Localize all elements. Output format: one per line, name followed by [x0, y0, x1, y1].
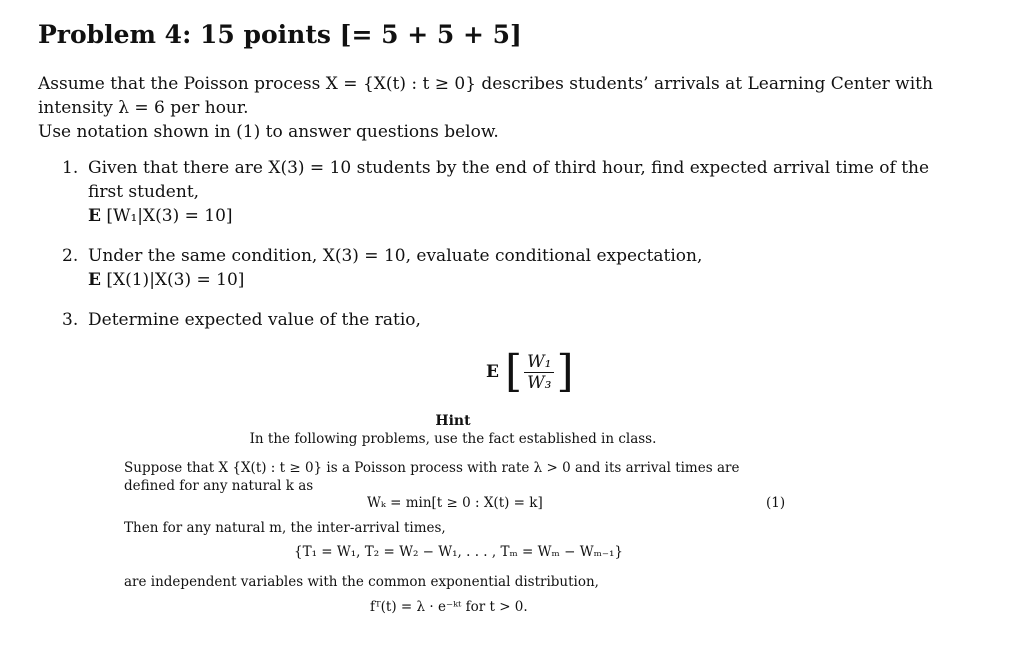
- ratio-fraction: [524, 352, 554, 393]
- question-3: [62, 308, 968, 332]
- question-text-line: Given that there are X(3) = 10 students by the end of third hour, find expected arrival time of the: [88, 158, 930, 178]
- ratio-denominator: W₃: [527, 372, 552, 393]
- expectation-operator: E: [88, 206, 101, 226]
- question-expression: [88, 204, 968, 228]
- hint-equation-3: fᵀ(t) = λ · e⁻ᵏᵗ for t > 0.: [370, 599, 528, 615]
- ratio-numerator: W₁: [524, 352, 554, 373]
- question-number: 3.: [62, 310, 79, 330]
- intro-line-3: Use notation shown in (1) to answer questions below.: [38, 122, 499, 142]
- ratio-expression: [486, 348, 574, 396]
- question-text-line: Under the same condition, X(3) = 10, evaluate conditional expectation,: [88, 246, 703, 266]
- question-expression: [88, 268, 968, 292]
- hint-equation-1: Wₖ = min[t ≥ 0 : X(t) = k]: [367, 495, 543, 511]
- ratio-operator: E: [486, 362, 499, 382]
- expectation-operator: E: [88, 270, 101, 290]
- hint-text-3: are independent variables with the common exponential distribution,: [124, 574, 599, 590]
- hint-subtitle: In the following problems, use the fact established in class.: [249, 431, 657, 447]
- hint-equation-2: {T₁ = W₁, T₂ = W₂ − W₁, . . . , Tₘ = Wₘ − Wₘ₋₁}: [294, 544, 623, 560]
- expectation-argument: [X(1)|X(3) = 10]: [106, 270, 245, 290]
- question-number: 2.: [62, 246, 79, 266]
- hint-text-1: Suppose that X {X(t) : t ≥ 0} is a Poisson process with rate λ > 0 and its arrival times are defined for any natural k as: [124, 460, 740, 494]
- problem-intro: [38, 72, 968, 144]
- problem-title: Problem 4: 15 points [= 5 + 5 + 5]: [38, 20, 522, 49]
- intro-line-2: intensity λ = 6 per hour.: [38, 98, 249, 118]
- question-text-line: first student,: [88, 182, 200, 202]
- question-2: [62, 244, 968, 292]
- intro-line-1: Assume that the Poisson process X = {X(t) : t ≥ 0} describes students’ arrivals at Learning Center with: [38, 74, 933, 94]
- equation-number: (1): [766, 495, 786, 511]
- right-bracket: ]: [556, 346, 574, 397]
- hint-title: Hint: [435, 413, 471, 429]
- question-number: 1.: [62, 158, 79, 178]
- left-bracket: [: [504, 346, 523, 397]
- hint-text-2: Then for any natural m, the inter-arrival times,: [124, 520, 446, 536]
- question-text-line: Determine expected value of the ratio,: [88, 310, 421, 330]
- expectation-argument: [W₁|X(3) = 10]: [106, 206, 233, 226]
- question-1: [62, 156, 968, 228]
